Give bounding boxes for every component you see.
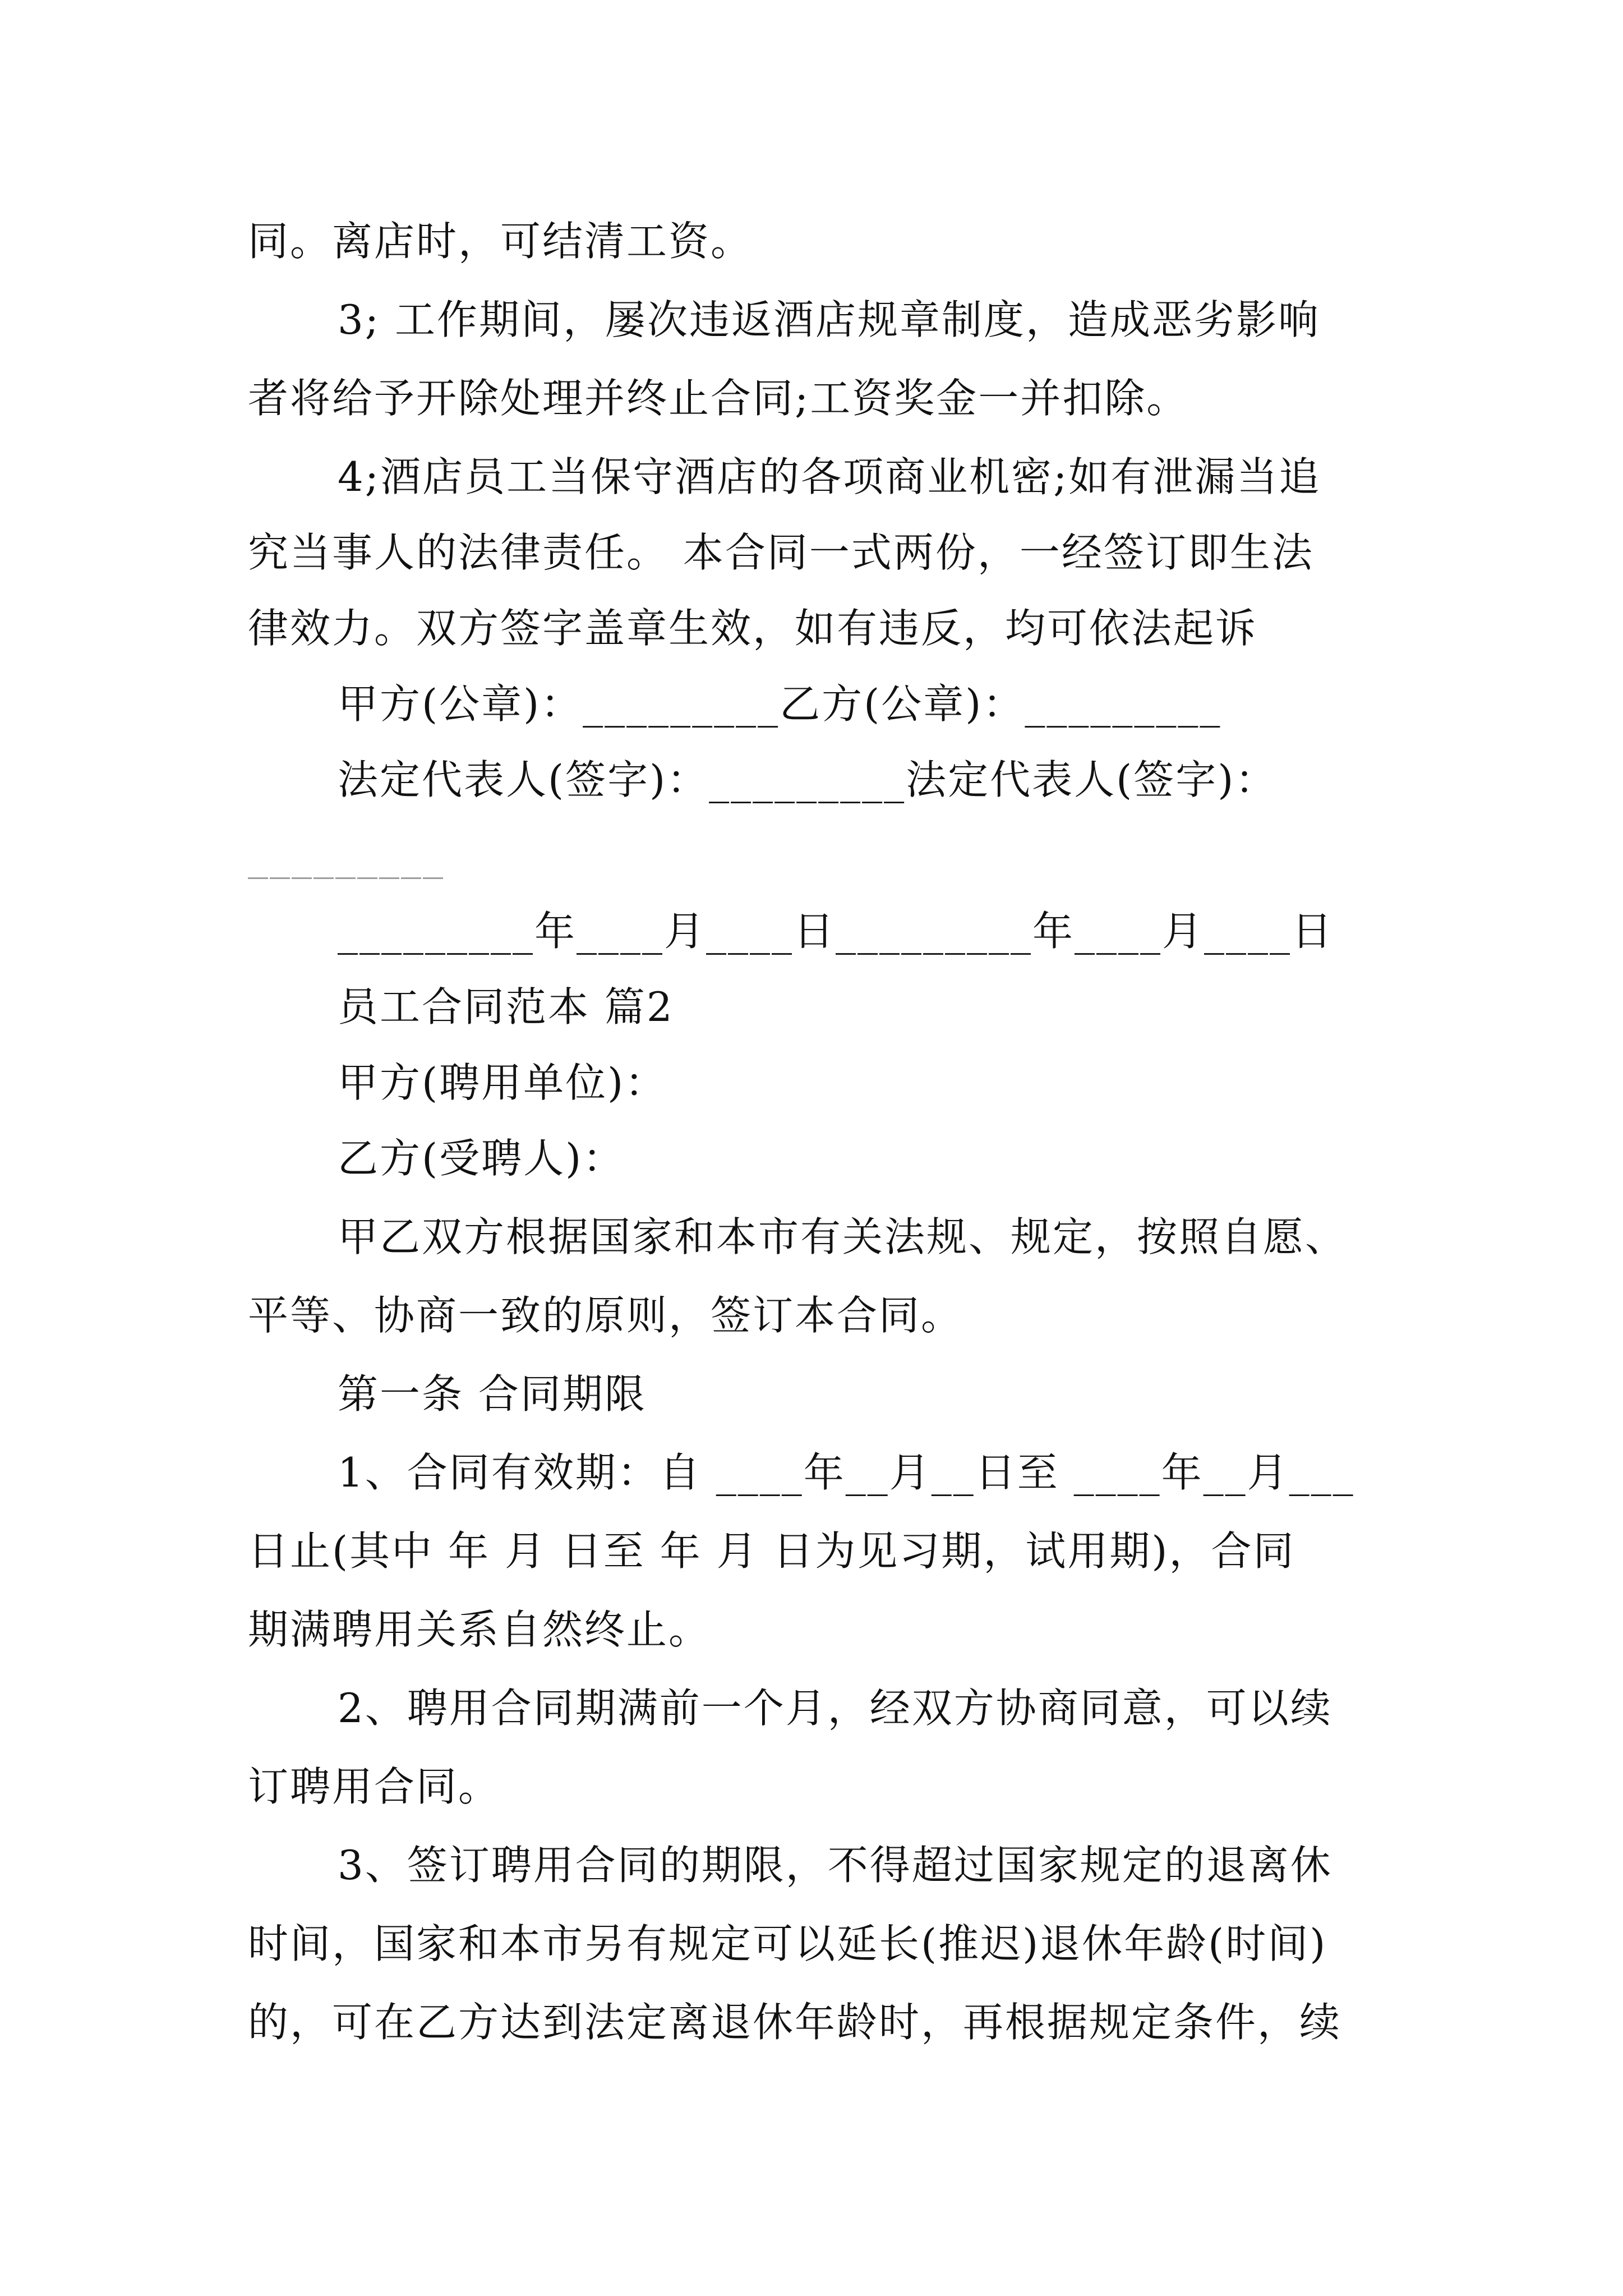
body-text-line: 的，可在乙方达到法定离退休年龄时，再根据规定条件，续 xyxy=(248,1999,1342,2046)
body-text-line: 者将给予开除处理并终止合同;工资奖金一并扣除。 xyxy=(248,375,1189,422)
signature-line-representatives: 法定代表人(签字)：_________法定代表人(签字)： xyxy=(338,756,1278,803)
body-text-line: 平等、协商一致的原则，签订本合同。 xyxy=(248,1292,963,1339)
body-text-line: 日止(其中 年 月 日至 年 月 日为见习期，试用期)，合同 xyxy=(248,1527,1295,1575)
body-text-line: 同。离店时，可结清工资。 xyxy=(248,218,753,265)
body-text-line: 订聘用合同。 xyxy=(248,1763,501,1810)
date-line: _________年____月____日_________年____月____日 xyxy=(338,908,1334,955)
body-text-line: 甲乙双方根据国家和本市有关法规、规定，按照自愿、 xyxy=(338,1213,1348,1260)
body-text-line: 律效力。双方签字盖章生效，如有违反，均可依法起诉 xyxy=(248,605,1258,652)
signature-line-party-a-b: 甲方(公章)：_________乙方(公章)：_________ xyxy=(338,680,1222,728)
party-b-label: 乙方(受聘人)： xyxy=(338,1135,625,1182)
body-text-line: 3、签订聘用合同的期限，不得超过国家规定的退离休 xyxy=(338,1842,1332,1889)
body-text-line: 1、合同有效期：自 ____年__月__日至 ____年__月___ xyxy=(338,1449,1355,1496)
section-title: 员工合同范本 篇2 xyxy=(338,983,674,1030)
article-heading: 第一条 合同期限 xyxy=(338,1370,647,1418)
body-text-line: 究当事人的法律责任。 本合同一式两份，一经签订即生法 xyxy=(248,529,1314,576)
body-text-line: 期满聘用关系自然终止。 xyxy=(248,1606,711,1653)
party-a-label: 甲方(聘用单位)： xyxy=(338,1059,667,1106)
body-text-line: 时间，国家和本市另有规定可以延长(推迟)退休年龄(时间) xyxy=(248,1920,1327,1967)
body-text-line: 4;酒店员工当保守酒店的各项商业机密;如有泄漏当追 xyxy=(338,453,1321,500)
body-text-line: 2、聘用合同期满前一个月，经双方协商同意，可以续 xyxy=(338,1685,1332,1732)
signature-blank: _________ xyxy=(248,832,445,879)
body-text-line: 3; 工作期间，屡次违返酒店规章制度，造成恶劣影响 xyxy=(338,296,1320,343)
